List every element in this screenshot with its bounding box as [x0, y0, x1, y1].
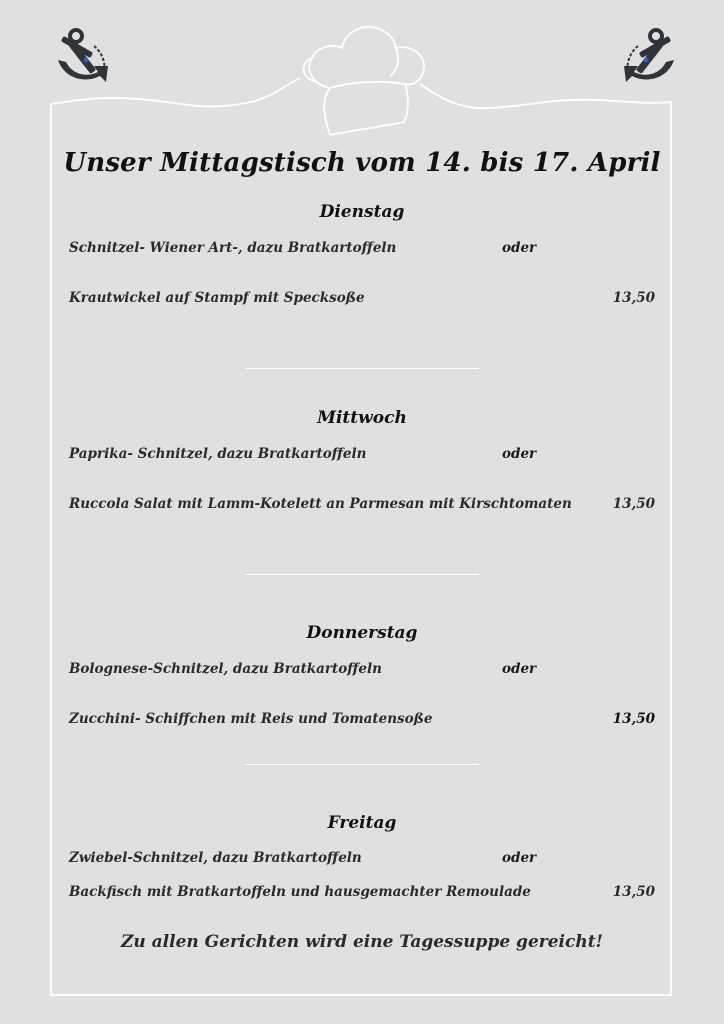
day-heading-donnerstag: Donnerstag — [306, 623, 418, 643]
or-label: oder — [502, 661, 537, 677]
dish-option-2: Zucchini- Schiffchen mit Reis und Tomatensoße — [69, 711, 433, 727]
price: 13,50 — [612, 496, 655, 512]
or-label: oder — [502, 446, 537, 462]
day-heading-mittwoch: Mittwoch — [317, 408, 407, 428]
separator-line — [245, 574, 479, 575]
footer-note: Zu allen Gerichten wird eine Tagessuppe gereicht! — [120, 932, 604, 952]
dish-option-2: Backfisch mit Bratkartoffeln und hausgemachter Remoulade — [69, 884, 531, 900]
day-heading-freitag: Freitag — [327, 813, 397, 833]
dish-option-1: Schnitzel- Wiener Art-, dazu Bratkartoffeln — [69, 240, 397, 256]
page-title: Unser Mittagstisch vom 14. bis 17. April — [63, 148, 661, 178]
or-label: oder — [502, 240, 537, 256]
day-heading-dienstag: Dienstag — [319, 202, 405, 222]
separator-line — [245, 368, 479, 369]
dish-option-1: Zwiebel-Schnitzel, dazu Bratkartoffeln — [69, 850, 362, 866]
dish-option-1: Paprika- Schnitzel, dazu Bratkartoffeln — [69, 446, 367, 462]
dish-option-2: Ruccola Salat mit Lamm-Kotelett an Parmesan mit Kirschtomaten — [69, 496, 572, 512]
dish-option-1: Bolognese-Schnitzel, dazu Bratkartoffeln — [69, 661, 382, 677]
price: 13,50 — [612, 711, 655, 727]
separator-line — [245, 764, 479, 765]
or-label: oder — [502, 850, 537, 866]
price: 13,50 — [612, 290, 655, 306]
dish-option-2: Krautwickel auf Stampf mit Specksoße — [69, 290, 365, 306]
price: 13,50 — [612, 884, 655, 900]
